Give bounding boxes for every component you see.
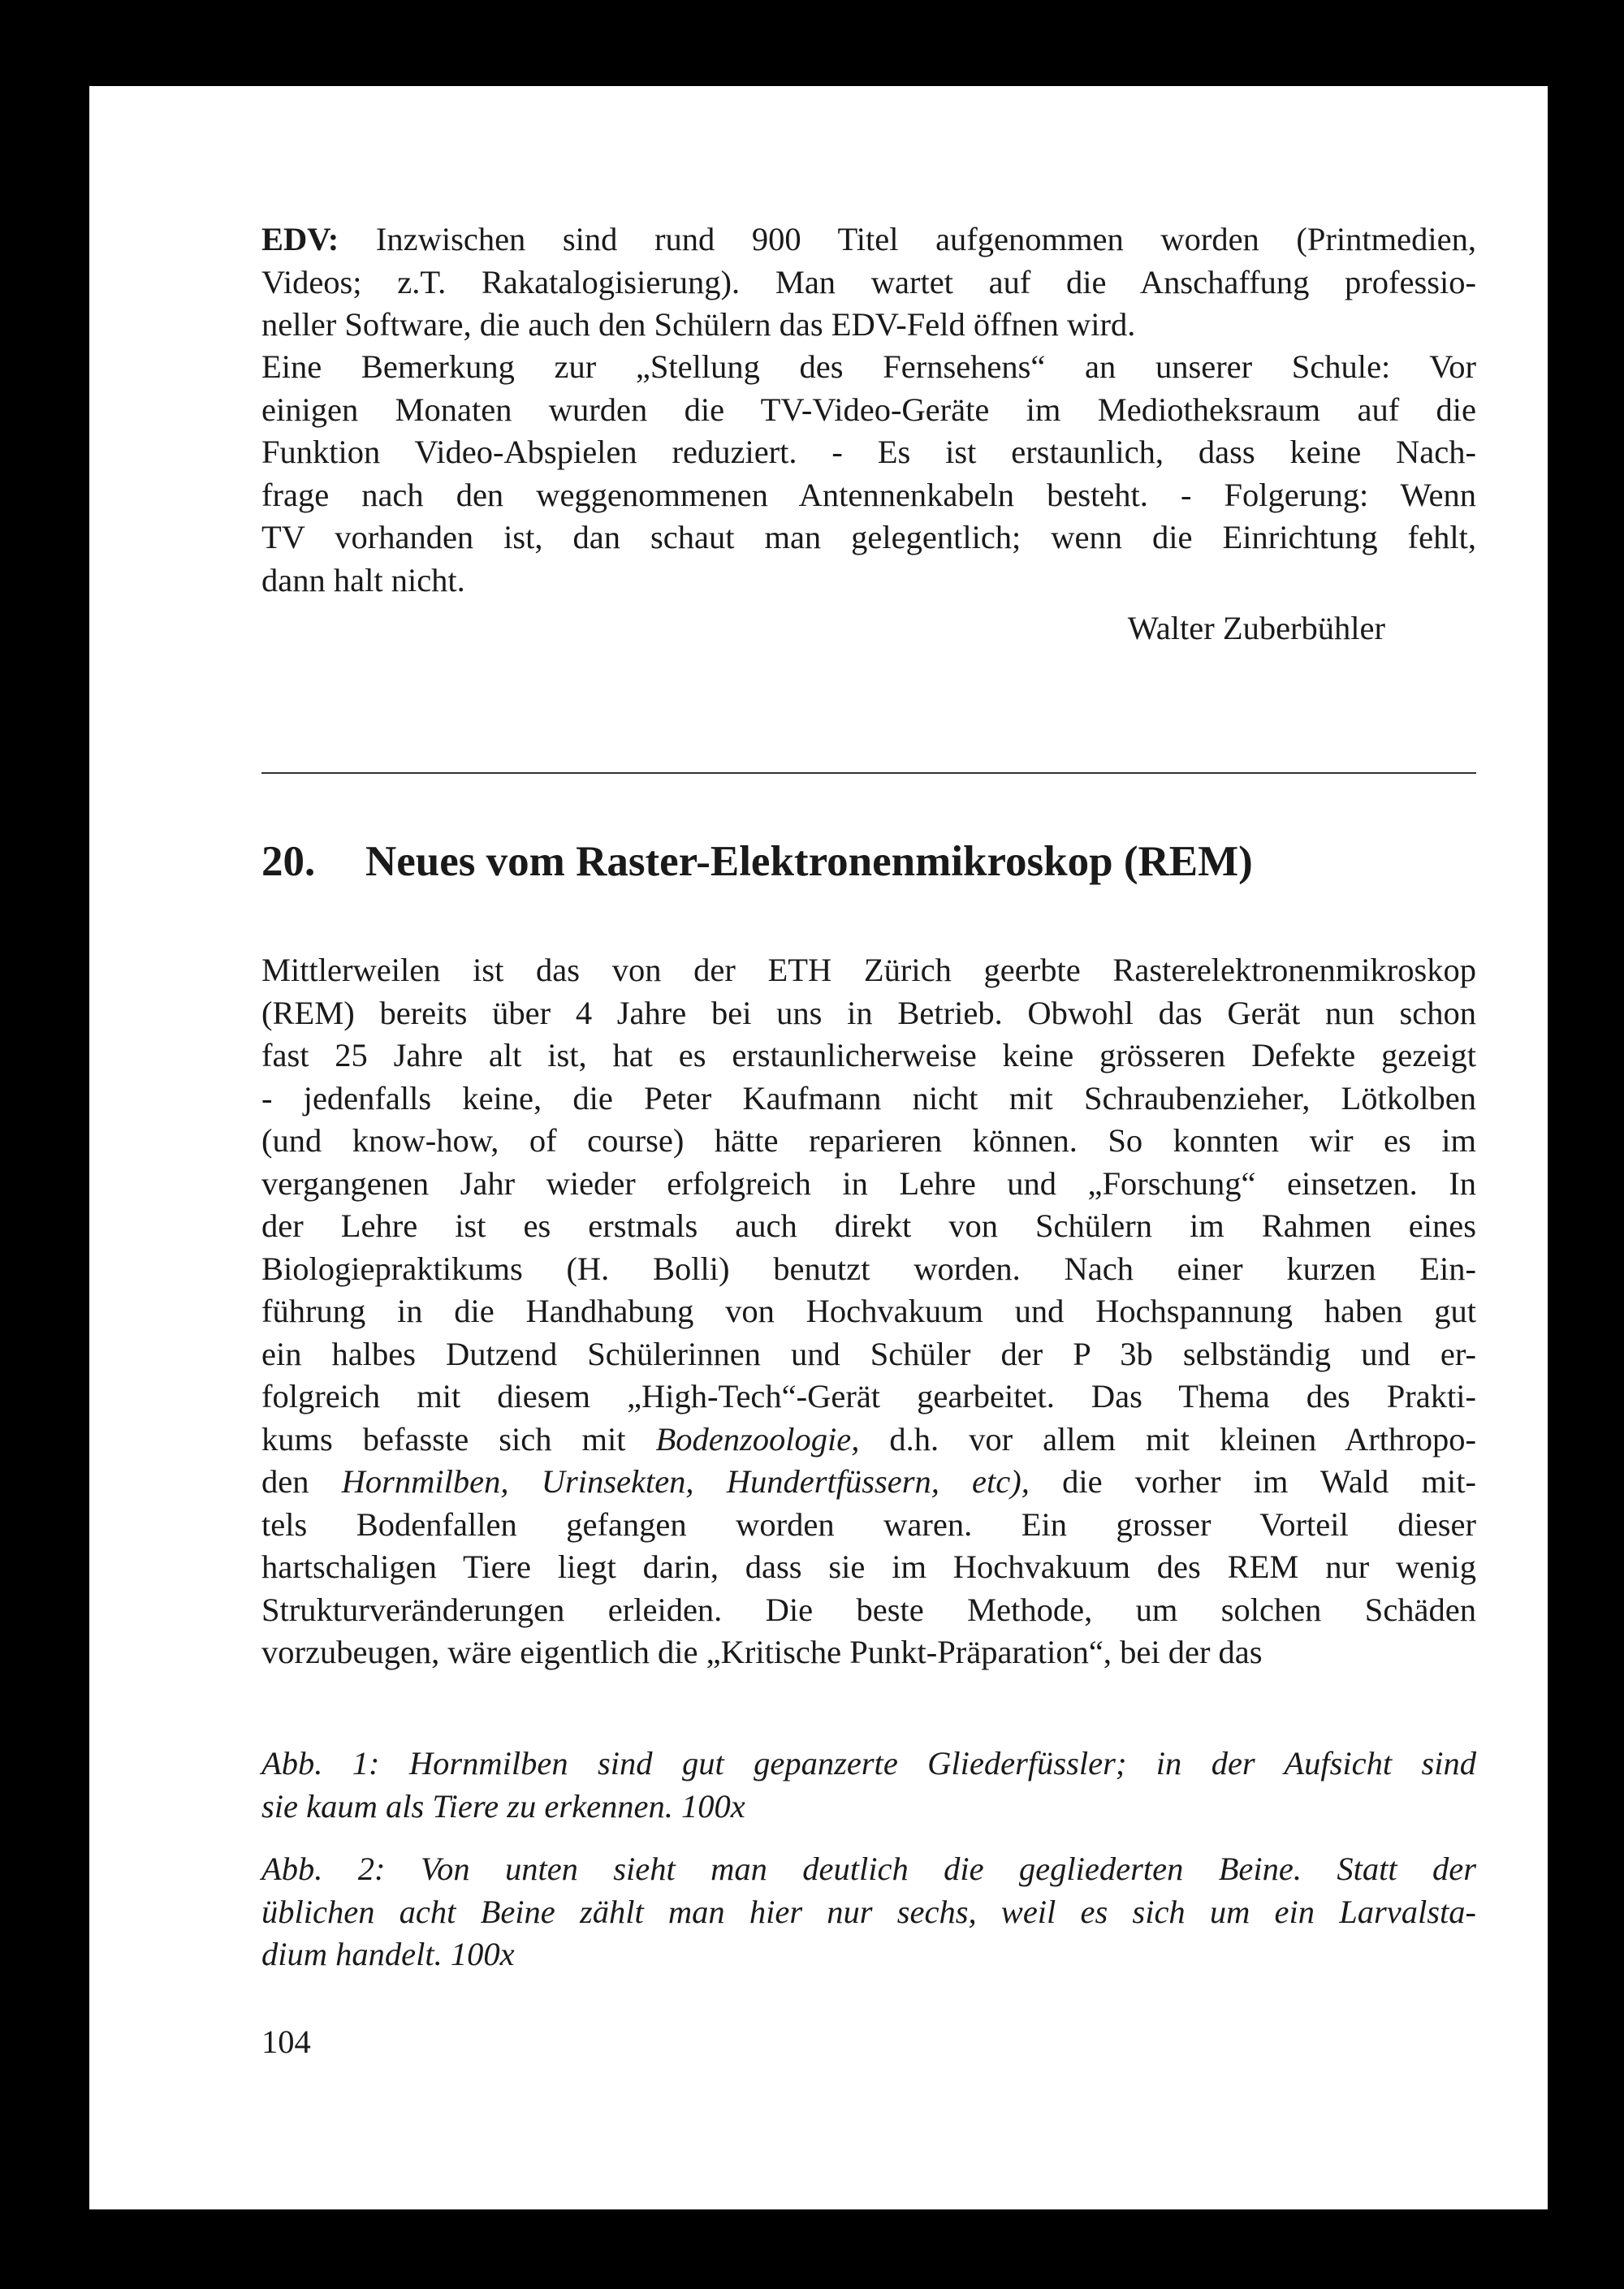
text-line: folgreich mit diesem „High-Tech“-Gerät gearbeitet. Das Thema des Prakti- (261, 1378, 1476, 1414)
page (89, 86, 1548, 2209)
text-line: dann halt nicht. (261, 561, 465, 598)
edv-paragraph (261, 218, 1476, 347)
text-line: der Lehre ist es erstmals auch direkt von Schülern im Rahmen eines (261, 1207, 1476, 1244)
edv-label: EDV: (261, 221, 339, 257)
text-line: führung in die Handhabung von Hochvakuum und Hochspannung haben gut (261, 1293, 1476, 1329)
text-line: vergangenen Jahr wieder erfolgreich in Lehre und „Forschung“ einsetzen. In (261, 1164, 1476, 1202)
text-line: einigen Monaten wurden die TV-Video-Geräte im Mediotheksraum auf die (261, 391, 1476, 428)
figure-caption-1 (261, 1743, 1476, 1828)
text-line: vorzubeugen, wäre eigentlich die „Kritische Punkt-Präparation“, bei der das (261, 1634, 1263, 1670)
figure-caption-2 (261, 1848, 1476, 1976)
emphasis: Hornmilben, Urinsekten, Hundertfüssern, etc), (341, 1463, 1030, 1500)
text-line: ein halbes Dutzend Schülerinnen und Schüler der P 3b selbständig und er- (261, 1335, 1476, 1372)
section-number: 20. (261, 838, 316, 885)
page-number: 104 (261, 2023, 311, 2060)
section-title: Neues vom Raster-Elektronenmikroskop (REM) (365, 838, 1253, 885)
text-line: fast 25 Jahre alt ist, hat es erstaunlicherweise keine grösseren Defekte gezeigt (261, 1037, 1476, 1073)
text-line: (und know-how, of course) hätte reparieren können. So konnten wir es im (261, 1122, 1476, 1159)
text-line: den Hornmilben, Urinsekten, Hundertfüssern, etc), die vorher im Wald mit- (261, 1463, 1476, 1500)
text-line: Eine Bemerkung zur „Stellung des Fernsehens“ an unserer Schule: Vor (261, 348, 1476, 385)
caption-line: sie kaum als Tiere zu erkennen. 100x (261, 1787, 745, 1825)
text-line: Biologiepraktikums (H. Bolli) benutzt worden. Nach einer kurzen Ein- (261, 1250, 1476, 1287)
author-signature: Walter Zuberbühler (1127, 610, 1385, 646)
caption-line: dium handelt. 100x (261, 1936, 515, 1972)
tv-paragraph (261, 346, 1476, 602)
text-line: Strukturveränderungen erleiden. Die beste Methode, um solchen Schäden (261, 1591, 1476, 1628)
text-line: - jedenfalls keine, die Peter Kaufmann nicht mit Schraubenzieher, Lötkolben (261, 1079, 1476, 1116)
section-heading (261, 833, 1476, 890)
text-line: kums befasste sich mit Bodenzoologie, d.h. vor allem mit kleinen Arthropo- (261, 1420, 1476, 1458)
text-line: Mittlerweilen ist das von der ETH Zürich geerbte Rasterelektronenmikroskop (261, 952, 1476, 988)
text-line: Funktion Video-Abspielen reduziert. - Es ist erstaunlich, dass keine Nach- (261, 434, 1476, 470)
emphasis: Bodenzoologie, (655, 1420, 860, 1458)
text-line: frage nach den weggenommenen Antennenkabeln besteht. - Folgerung: Wenn (261, 476, 1476, 513)
text-line: EDV: Inzwischen sind rund 900 Titel aufgenommen worden (Printmedien, (261, 221, 1476, 257)
section-divider (261, 772, 1476, 774)
caption-line: Abb. 2: Von unten sieht man deutlich die gegliederten Beine. Statt der (261, 1851, 1476, 1887)
text-line: TV vorhanden ist, dan schaut man gelegentlich; wenn die Einrichtung fehlt, (261, 519, 1476, 555)
caption-line: üblichen acht Beine zählt man hier nur sechs, weil es sich um ein Larvalsta- (261, 1893, 1476, 1930)
text-line: Videos; z.T. Rakatalogisierung). Man wartet auf die Anschaffung professio- (261, 263, 1476, 300)
text-line: tels Bodenfallen gefangen worden waren. Ein grosser Vorteil dieser (261, 1505, 1476, 1543)
text-line: hartschaligen Tiere liegt darin, dass sie im Hochvakuum des REM nur wenig (261, 1548, 1476, 1585)
text-line: (REM) bereits über 4 Jahre bei uns in Betrieb. Obwohl das Gerät nun schon (261, 994, 1476, 1031)
rem-paragraph (261, 949, 1476, 1674)
caption-line: Abb. 1: Hornmilben sind gut gepanzerte Gliederfüssler; in der Aufsicht sind (261, 1745, 1476, 1782)
text-line: neller Software, die auch den Schülern das EDV-Feld öffnen wird. (261, 306, 1136, 343)
